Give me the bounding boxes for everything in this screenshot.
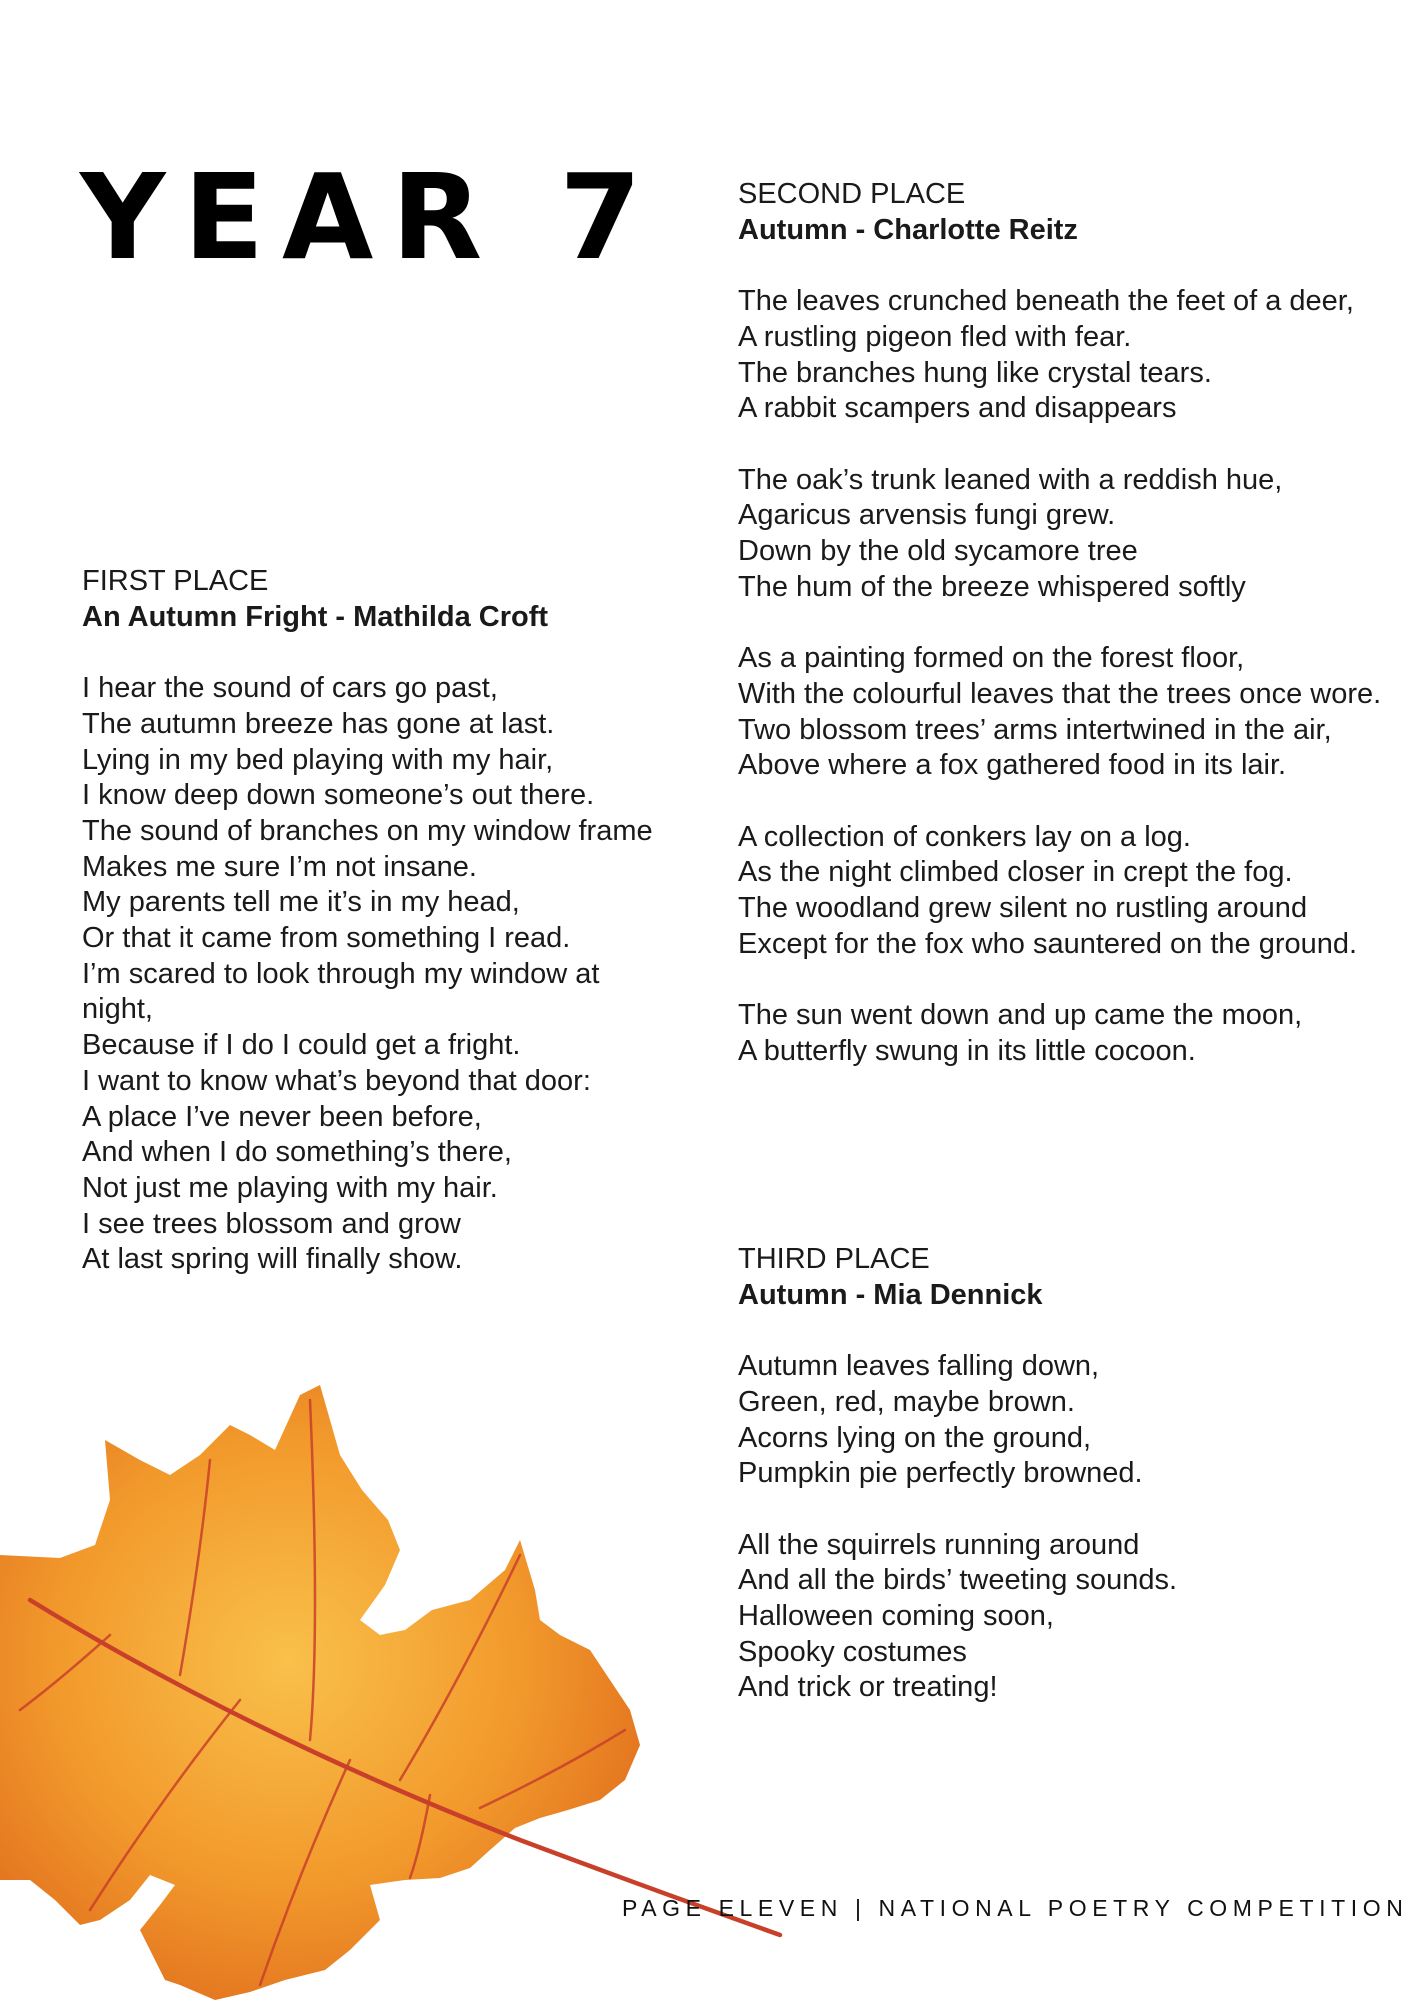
poem-line: The autumn breeze has gone at last. — [82, 707, 555, 740]
leaf-blade — [0, 1385, 640, 2000]
poem-line: And trick or treating! — [738, 1671, 998, 1704]
poem-line: Or that it came from something I read. — [82, 922, 571, 955]
poem-line: Down by the old sycamore tree — [738, 535, 1138, 567]
poem-line: And when I do something’s there, — [82, 1136, 512, 1169]
poem-stanza — [738, 998, 1408, 1069]
poem-line: Halloween coming soon, — [738, 1600, 1054, 1632]
poem-line: A rabbit scampers and disappears — [738, 392, 1177, 425]
poem-stanza — [738, 641, 1408, 784]
poem-line: The sun went down and up came the moon, — [738, 999, 1303, 1032]
poem-line: I see trees blossom and grow — [82, 1207, 461, 1240]
poem-stanza — [738, 463, 1408, 606]
poem-title: Autumn - Charlotte Reitz — [738, 213, 1078, 246]
poem-title: An Autumn Fright - Mathilda Croft — [82, 600, 549, 633]
first-place-poem — [82, 564, 672, 1278]
poem-stanza — [82, 671, 672, 1278]
poem-line: All the squirrels running around — [738, 1528, 1140, 1561]
poem-line: Except for the fox who sauntered on the ground. — [738, 927, 1358, 960]
poem-line: The woodland grew silent no rustling around — [738, 892, 1308, 924]
poem-line: And all the birds’ tweeting sounds. — [738, 1564, 1178, 1597]
poem-stanza — [738, 284, 1408, 427]
poem-line: My parents tell me it’s in my head, — [82, 886, 520, 919]
place-label: FIRST PLACE — [82, 565, 269, 597]
poem-line: Acorns lying on the ground, — [738, 1421, 1092, 1454]
poem-stanza — [738, 1349, 1358, 1492]
poem-line: The oak’s trunk leaned with a reddish hue, — [738, 463, 1283, 496]
second-place-poem — [738, 177, 1408, 1070]
poem-line: Two blossom trees’ arms intertwined in the air, — [738, 713, 1332, 746]
poem-line: The sound of branches on my window frame — [82, 814, 653, 847]
poem-line: Agaricus arvensis fungi grew. — [738, 499, 1116, 532]
poem-line: Green, red, maybe brown. — [738, 1385, 1075, 1418]
poem-line: A place I’ve never been before, — [82, 1100, 482, 1133]
poem-line: Autumn leaves falling down, — [738, 1350, 1100, 1383]
poem-line: A rustling pigeon fled with fear. — [738, 320, 1132, 353]
poem-line: Above where a fox gathered food in its lair. — [738, 749, 1287, 782]
poem-line: I know deep down someone’s out there. — [82, 779, 595, 812]
poem-line: The branches hung like crystal tears. — [738, 356, 1212, 389]
page-title: YEAR 7 — [80, 148, 660, 286]
poem-line: The hum of the breeze whispered softly — [738, 570, 1246, 603]
page-footer: PAGE ELEVEN | NATIONAL POETRY COMPETITION — [622, 1895, 1409, 1921]
poem-line: Pumpkin pie perfectly browned. — [738, 1457, 1143, 1490]
poem-line: Makes me sure I’m not insane. — [82, 850, 477, 883]
poem-line: At last spring will finally show. — [82, 1243, 463, 1276]
place-label: THIRD PLACE — [738, 1243, 930, 1275]
third-place-poem — [738, 1242, 1358, 1706]
place-label: SECOND PLACE — [738, 178, 966, 210]
poem-line: As the night climbed closer in crept the fog. — [738, 856, 1293, 889]
poem-line: Lying in my bed playing with my hair, — [82, 743, 554, 776]
poem-stanza — [738, 1528, 1358, 1707]
poem-line: I’m scared to look through my window at night, — [82, 957, 600, 1026]
poem-line: With the colourful leaves that the trees once wore. — [738, 677, 1382, 710]
poem-line: Not just me playing with my hair. — [82, 1171, 498, 1204]
poem-title: Autumn - Mia Dennick — [738, 1278, 1043, 1311]
poem-line: A collection of conkers lay on a log. — [738, 820, 1191, 853]
poem-line: Because if I do I could get a fright. — [82, 1029, 521, 1062]
poem-line: I hear the sound of cars go past, — [82, 672, 498, 705]
poem-line: Spooky costumes — [738, 1635, 967, 1668]
poem-stanza — [738, 820, 1408, 963]
poem-line: I want to know what’s beyond that door: — [82, 1064, 591, 1097]
poem-line: The leaves crunched beneath the feet of a deer, — [738, 285, 1354, 318]
poem-line: A butterfly swung in its little cocoon. — [738, 1034, 1196, 1067]
poem-line: As a painting formed on the forest floor, — [738, 642, 1245, 675]
